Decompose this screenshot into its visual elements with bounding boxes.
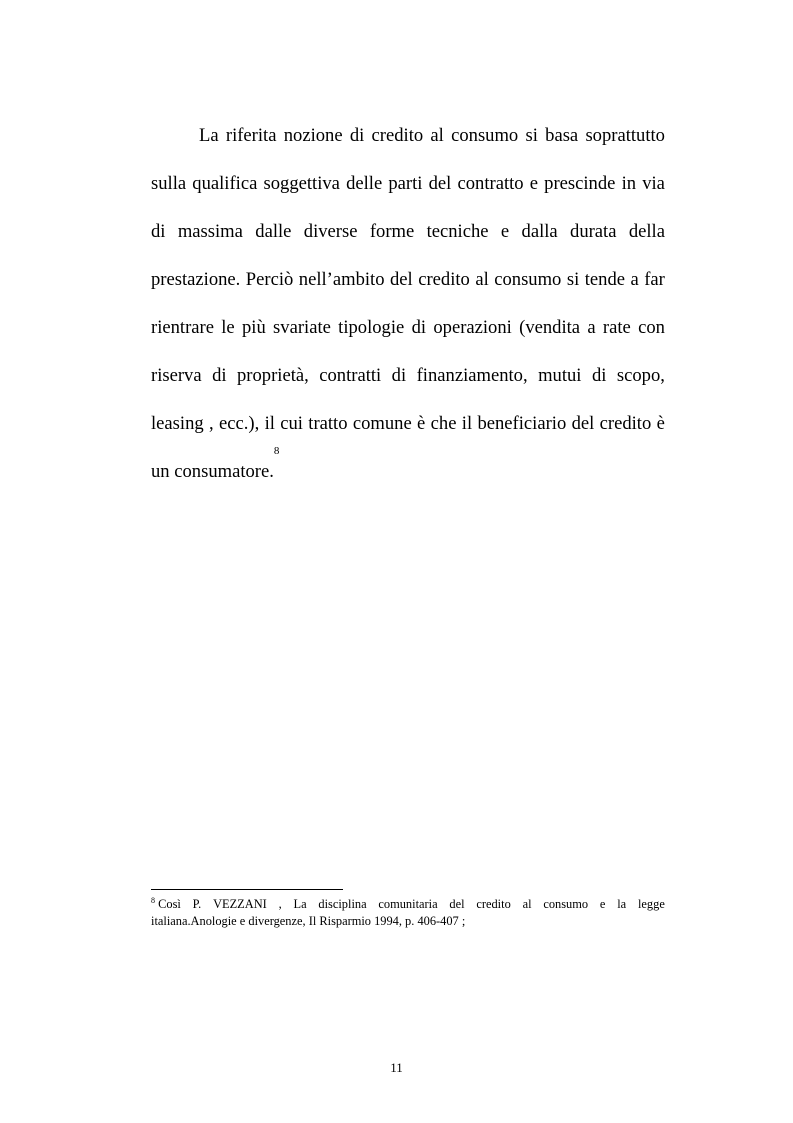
- word: tende: [584, 269, 625, 290]
- word: proprietà,: [237, 365, 309, 386]
- word: VEZZANI: [213, 897, 267, 911]
- word: massima: [177, 221, 243, 242]
- paragraph-line-1: [151, 117, 665, 165]
- word: finanziamento,: [416, 365, 528, 386]
- word: (vendita: [519, 317, 581, 338]
- word: mutui: [538, 365, 582, 386]
- word: durata: [570, 221, 617, 242]
- word: prestazione.: [151, 269, 241, 290]
- word: via: [642, 173, 665, 194]
- word: in: [621, 173, 637, 194]
- word: qualifica: [192, 173, 258, 194]
- word: dalla: [521, 221, 558, 242]
- word: del: [390, 269, 413, 290]
- footnote-number: 8: [151, 895, 155, 905]
- word: operazioni: [433, 317, 512, 338]
- paragraph-line-5: [151, 309, 665, 357]
- word: dalle: [255, 221, 292, 242]
- word: far: [644, 269, 665, 290]
- word: un consumatore.: [151, 461, 274, 482]
- word: con: [638, 317, 665, 338]
- word: legge: [637, 897, 665, 911]
- word: nell’ambito: [298, 269, 385, 290]
- word: che: [430, 413, 457, 434]
- word: cui: [280, 413, 303, 434]
- word: La: [293, 897, 307, 911]
- word: soggettiva: [263, 173, 340, 194]
- footnote-first-word: [151, 896, 181, 913]
- word: Perciò: [245, 269, 294, 290]
- word: a: [630, 269, 639, 290]
- paragraph-line-7: [151, 405, 665, 453]
- word: della: [628, 221, 665, 242]
- word: forme: [369, 221, 415, 242]
- word: la: [617, 897, 627, 911]
- footnote-line-1: [151, 896, 665, 913]
- word: credito: [418, 269, 470, 290]
- word: beneficiario: [477, 413, 567, 434]
- word: italiana.Anologie e divergenze, Il Risparmio 1994, p. 406-407 ;: [151, 914, 466, 928]
- word: ecc.),: [218, 413, 260, 434]
- word: contratti: [319, 365, 382, 386]
- word: del: [571, 413, 595, 434]
- word: rientrare: [151, 317, 214, 338]
- word: contratto: [457, 173, 524, 194]
- word: credito: [371, 125, 424, 146]
- word: comunitaria: [378, 897, 438, 911]
- paragraph-line-3: [151, 213, 665, 261]
- paragraph-line-2: [151, 165, 665, 213]
- paragraph-line-6: [151, 357, 665, 405]
- word: leasing: [151, 413, 204, 434]
- page-number: 11: [390, 1060, 403, 1075]
- word: Così: [158, 897, 181, 911]
- word: delle: [346, 173, 383, 194]
- word: scopo,: [616, 365, 665, 386]
- word: credito: [599, 413, 652, 434]
- word: di: [151, 221, 166, 242]
- word: tratto: [308, 413, 348, 434]
- word: e: [599, 897, 606, 911]
- word: il: [264, 413, 275, 434]
- word: si: [525, 125, 538, 146]
- word: basa: [545, 125, 579, 146]
- body-paragraph: [151, 117, 665, 501]
- word: di: [391, 365, 407, 386]
- word: nozione: [283, 125, 343, 146]
- word: si: [566, 269, 580, 290]
- word: al: [430, 125, 444, 146]
- word: ,: [209, 413, 214, 434]
- word: di: [591, 365, 607, 386]
- word: più: [241, 317, 266, 338]
- paragraph-line-8: [151, 445, 665, 501]
- word: del: [428, 173, 452, 194]
- footnote-separator: [151, 889, 343, 890]
- word: La: [199, 125, 219, 146]
- word: comune: [352, 413, 412, 434]
- word: P.: [192, 897, 202, 911]
- footnote: [151, 896, 665, 930]
- word: di: [349, 125, 365, 146]
- word: del: [449, 897, 465, 911]
- word: al: [522, 897, 532, 911]
- word: tipologie: [338, 317, 405, 338]
- word: consumo: [451, 125, 519, 146]
- word: al: [475, 269, 489, 290]
- word: il: [461, 413, 473, 434]
- paragraph-line-4: [151, 261, 665, 309]
- word: soprattutto: [585, 125, 665, 146]
- word: tecniche: [426, 221, 489, 242]
- word: e: [529, 173, 538, 194]
- word: di: [212, 365, 227, 386]
- word: sulla: [151, 173, 187, 194]
- word: a: [587, 317, 596, 338]
- word: disciplina: [318, 897, 367, 911]
- footnote-line-2: [151, 913, 665, 930]
- word: parti: [388, 173, 423, 194]
- word: consumo: [543, 897, 589, 911]
- word: consumo: [494, 269, 562, 290]
- word: svariate: [273, 317, 331, 338]
- word: le: [221, 317, 235, 338]
- word: prescinde: [544, 173, 616, 194]
- word: di: [411, 317, 427, 338]
- word: diverse: [303, 221, 358, 242]
- word: e: [500, 221, 510, 242]
- word: riferita: [225, 125, 277, 146]
- word: rate: [602, 317, 631, 338]
- footnote-reference[interactable]: 8: [273, 445, 280, 457]
- word: è: [417, 413, 426, 434]
- word: ,: [278, 897, 282, 911]
- word: credito: [476, 897, 511, 911]
- word: riserva: [151, 365, 202, 386]
- word: è: [656, 413, 665, 434]
